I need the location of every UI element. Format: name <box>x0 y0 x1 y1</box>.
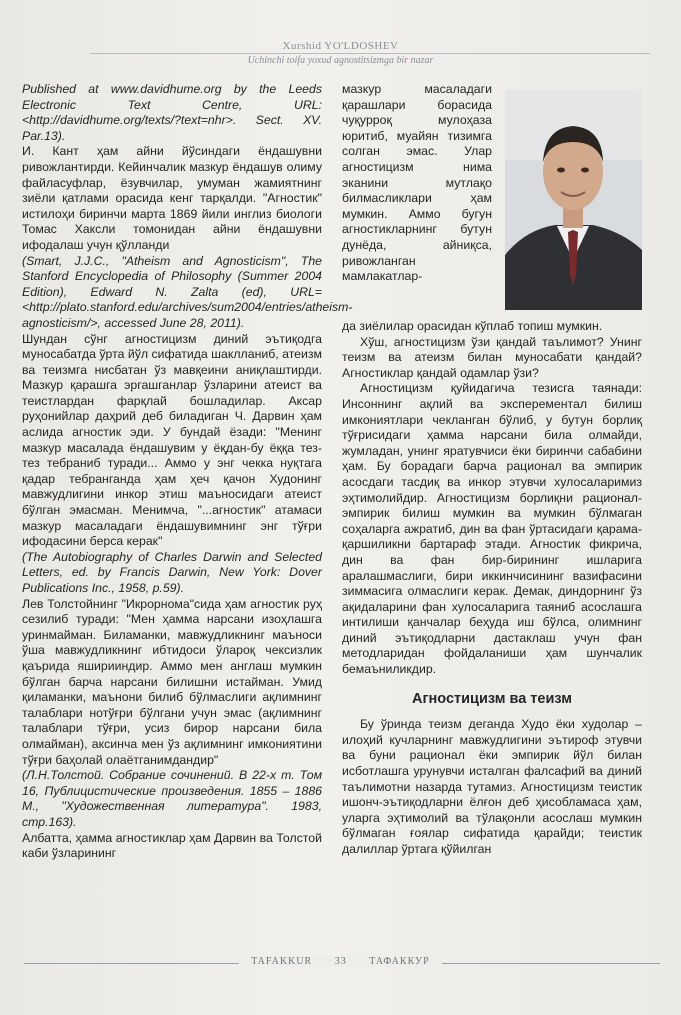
paragraph-kant: И. Кант ҳам айни йўсиндаги ёндашувни ривожлантирди. Кейинчалик мазкур ёндашув олиму файласуфлар, ёзувчилар, умуман жамиятнинг зиёли қатлами орасида кенг тарқалди. "Агностик" истилоҳи биринчи марта 1869 йили инглиз биологи Томас Хаксли томонидан айни ёндашувни ифодалаш учун қўлланди <box>22 144 322 252</box>
page-footer <box>0 956 681 970</box>
author-portrait-photo <box>505 90 642 310</box>
right-column-top <box>342 82 492 285</box>
header-subtitle: Uchinchi toifa yoxud agnostitsizmga bir nazar <box>247 55 434 66</box>
paragraph-question: Хўш, агностицизм ўзи қандай таълимот? Унинг теизм ва атеизм билан муносабати қандай? Агностиклар қандай одамлар ўзи? <box>342 334 642 380</box>
header-author: Xurshid YO'LDOSHEV <box>282 40 399 52</box>
paragraph-right-cont: да зиёлилар орасидан кўплаб топиш мумкин. <box>342 319 603 333</box>
section-title: Агностицизм ва теизм <box>412 690 572 707</box>
footer-left-label: TAFAKKUR <box>245 956 318 967</box>
paragraph-thesis: Агностицизм қуйидагича тезисга таянади: Инсоннинг ақлий ва эксперементал билиш имкониятлари чекланган бўлиб, у бутун борлиқ тўғрисидаги ҳамма нарсани била олмайди, жумладан, унинг яратувчиси ёки биринчи сабабини ҳам. Бу борадаги барча рационал ва эмпирик асосдаги тасдиқ ва инкор этувчи хулосаларимиз эҳтимолийдир. Агностицизм борлиқни рационал-эмпирик билиш мумкин ва мумкин бўлмаган соҳаларга ажратиб, дин ва фан ўртасидаги қарама-қаршиликни бартараф этади. Агностик фикрича, дин ва фан бир-бирининг ишларига аралашмаслиги, бири иккинчисининг вазифасини зиммасига олмаслиги керак. Демак, диндорнинг ўз ақидаларини фан хулосаларига таяниб асослашга интилиши қанчалар беҳуда иш бўлса, олимнинг диний эътиқодларни дастаклаш учун фан методларидан фойдаланиши ҳам шунчалик бемаъниликдир. <box>342 381 642 677</box>
page-number: 33 <box>329 956 353 967</box>
paragraph-source-stanford: (Smart, J.J.C., "Atheism and Agnosticism", The Stanford Encyclopedia of Philosophy (Summer 2004 Edition), Edward N. Zalta (ed), URL=<http://plato.stanford.edu/archives/sum2004/entries/atheism-agnosticism/>, accessed June 28, 2011). <box>22 253 353 330</box>
paragraph-darwin: Шундан сўнг агностицизм диний эътиқодга муносабатда ўрта йўл сифатида шаклланиб, атеизм ва теизмга нисбатан ўз мавқеини аниқлаштирди. Мазкур қарашга эргашганлар ўзларини атеист ва теистлардан фарқлай бошладилар. Аксар руҳонийлар даҳрий деб биладиган Ч. Дарвин ҳам аслида агностик эди. У бундай ёзади: "Менинг мазкур масалада ёндашувим у ёқдан-бу ёққа тез-тез тебраниб туради... Аммо у энг чекка нуқтага қадар тебранганда ҳам ҳеч қачон Худонинг мавжудлигини инкор этиш маъносидаги атеист бўлган эмасман. Менимча, "...агностик" атамаси мазкур масаладаги ёндашувимнинг энг тўғри ифодасини берса керак" <box>22 331 322 549</box>
paragraph-source-darwin: (The Autobiography of Charles Darwin and Selected Letters, ed. by Francis Darwin, New York: Dover Publications Inc., 1958, p.59). <box>22 549 322 595</box>
right-column-bottom <box>342 319 642 858</box>
paragraph-section: Бу ўринда теизм деганда Худо ёки худолар – илоҳий кучларнинг мавжудлигини эътироф этувчи ва буни рационал ёки эмпирик йўл билан исботлашга урунувчи исталган фалсафий ва диний таълимотни назарда тутамиз. Агностицизм теистик ишонч-эътиқодларни ёлғон деб ҳисобламаса ҳам, уларга эҳтимолий ва тўлақонли асослаш мумкин бўлмаган ғоялар сифатида қарайди; теистик далиллар ўртага қўйилган <box>342 717 642 856</box>
paragraph-source-tolstoy: (Л.Н.Толстой. Собрание сочинений. В 22-х т. Том 16, Публицистические произведения. 1855 – 1886 М., "Художественная литература". 1983, стр.163). <box>22 768 322 829</box>
paragraph-source-hume: Published at www.davidhume.org by the Leeds Electronic Text Centre, URL: <http://davidhume.org/texts/?text=nhr>. Sect. XV. Par.13). <box>22 82 322 143</box>
header-rule <box>90 53 650 54</box>
paragraph-closing: Албатта, ҳамма агностиклар ҳам Дарвин ва Толстой каби ўзларининг <box>22 830 322 861</box>
footer-text <box>0 956 681 967</box>
footer-right-label: ТАФАККУР <box>363 956 435 967</box>
paragraph-tolstoy: Лев Толстойнинг "Икрорнома"сида ҳам агностик руҳ сезилиб туради: "Мен ҳамма нарсани изоҳлашга уринмайман. Биламанки, мавжудликнинг маъноси ўша мавжудликнинг ибтидоси ўлароқ чексизлик қаърида яширииндир. Аммо мен англаш мумкин бўлган барча нарсани билишни истайман. Умид қиламанки, маънони билиб бўлмаслиги ақлимнинг талаблари нотўғри бўлгани учун эмас (ақлимнинг талаблари тўғри, усиз бирор нарсани била олмайман), аксинча мен ўз ақлимнинг имкониятини тўғри баҳолай олаётганимдандир" <box>22 596 322 767</box>
left-column <box>22 82 353 862</box>
paragraph-right-top: мазкур масаладаги қарашлари борасида чуқурроқ мулоҳаза юритиб, муайян тизимга солган эмас. Улар агностицизм нима эканини мутлақо билмасликлари ҳам мумкин. Аммо бугун агностикларнинг бутун дунёда, айниқса, ривожланган мамлакатлар- <box>342 82 492 284</box>
